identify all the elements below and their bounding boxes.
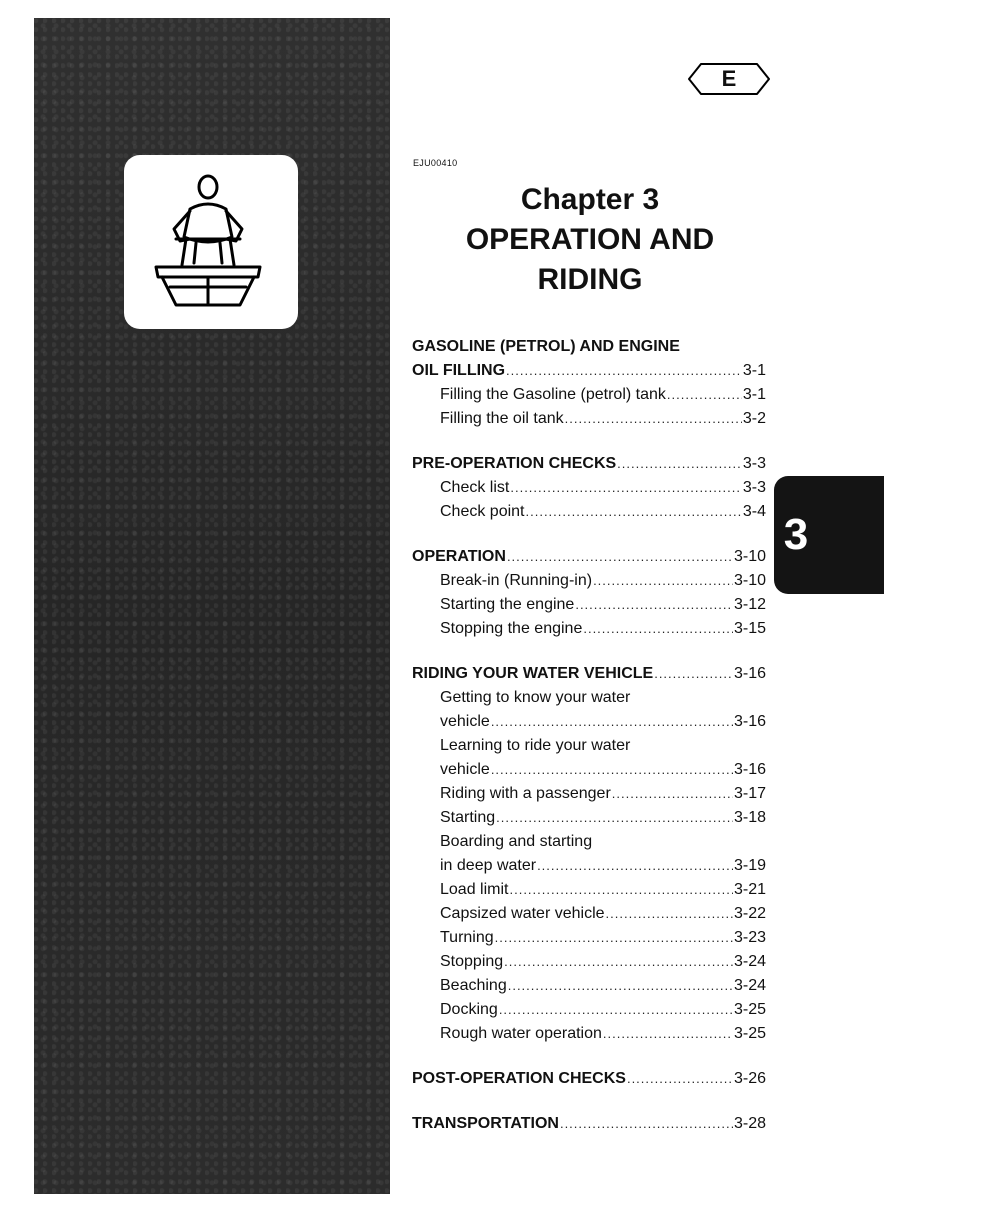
dot-leader [507,545,733,569]
toc-item[interactable] [412,878,766,902]
page-number: 3-25 [733,1001,766,1018]
toc-item-title: Rough water operation [440,1025,602,1042]
dot-leader [506,359,742,383]
toc-heading-row[interactable] [412,662,766,686]
page-number: 3-10 [733,548,766,565]
toc-item[interactable] [412,854,766,878]
chapter-title-line: Chapter 3 [520,183,660,216]
dot-leader [508,974,733,998]
dot-leader [603,1022,733,1046]
toc-item-title: Riding with a passenger [440,785,611,802]
page-number: 3-17 [733,785,766,802]
toc-item-title: Filling the Gasoline (petrol) tank [440,386,666,403]
toc-item-title: Check point [440,503,525,520]
toc-item-title: Boarding and starting [440,833,593,850]
chapter-tab [774,476,884,594]
toc-item[interactable] [412,806,766,830]
toc-heading: RIDING YOUR WATER VEHICLE [412,665,654,682]
dot-leader [612,782,733,806]
toc-item[interactable] [412,998,766,1022]
chapter-title-line: OPERATION AND [465,223,715,256]
page-number: 3-19 [733,857,766,874]
toc-section-gasoline [412,335,766,431]
toc-item-title: vehicle [440,761,490,778]
page-number: 3-22 [733,905,766,922]
toc-item[interactable] [412,476,766,500]
page-number: 3-3 [742,479,766,496]
page-number: 3-16 [733,665,766,682]
page-number: 3-16 [733,713,766,730]
toc-heading: TRANSPORTATION [412,1115,559,1132]
toc-item-title: Beaching [440,977,507,994]
toc-section-riding [412,662,766,1046]
dot-leader [560,1112,733,1136]
page-number: 3-4 [742,503,766,520]
toc-item-title: Break-in (Running-in) [440,572,593,589]
toc-item[interactable] [412,950,766,974]
page-number: 3-15 [733,620,766,637]
dot-leader [654,662,733,686]
toc-section-operation [412,545,766,641]
dot-leader [583,617,733,641]
toc-heading-row[interactable] [412,545,766,569]
page-number: 3-21 [733,881,766,898]
chapter-title [410,180,770,300]
page-number: 3-16 [733,761,766,778]
toc-item[interactable] [412,782,766,806]
toc-section-pre-operation [412,452,766,524]
toc-heading: PRE-OPERATION CHECKS [412,455,617,472]
page-number: 3-24 [733,953,766,970]
toc-heading-row[interactable] [412,452,766,476]
toc-heading-row[interactable] [412,1067,766,1091]
toc-item[interactable] [412,500,766,524]
toc-item-title: Getting to know your water [440,689,631,706]
toc-heading-row[interactable] [412,1112,766,1136]
dot-leader [499,998,733,1022]
dot-leader [537,854,733,878]
dot-leader [504,950,733,974]
page-number: 3-24 [733,977,766,994]
toc-item[interactable] [412,617,766,641]
toc-item[interactable] [412,974,766,998]
toc-item-title: vehicle [440,713,490,730]
language-badge [687,62,771,96]
toc-item-title: Starting [440,809,496,826]
page-number: 3-12 [733,596,766,613]
toc-heading: POST-OPERATION CHECKS [412,1070,626,1087]
page-number: 3-18 [733,809,766,826]
toc-item[interactable] [412,593,766,617]
toc-heading-row[interactable] [412,359,766,383]
chapter-icon-box [124,155,298,329]
document-code: EJU00410 [413,158,458,168]
toc-item-title: Capsized water vehicle [440,905,605,922]
toc-item[interactable] [412,569,766,593]
toc-item[interactable] [412,1022,766,1046]
toc-item-title: Check list [440,479,510,496]
dot-leader [496,806,733,830]
toc-item[interactable] [412,926,766,950]
dot-leader [575,593,733,617]
toc-heading: GASOLINE (PETROL) AND ENGINE [412,338,680,355]
table-of-contents [412,335,766,1157]
chapter-tab-number: 3 [783,510,809,559]
page-number: 3-23 [733,929,766,946]
toc-section-post-operation [412,1067,766,1091]
dot-leader [667,383,742,407]
page-number: 3-25 [733,1025,766,1042]
toc-item-title: Docking [440,1001,498,1018]
page-number: 3-1 [742,362,766,379]
page-number: 3-10 [733,572,766,589]
toc-item-title: Turning [440,929,494,946]
toc-item-title: Starting the engine [440,596,575,613]
dot-leader [617,452,742,476]
chapter-title-line: RIDING [537,263,643,296]
toc-heading: OIL FILLING [412,362,506,379]
toc-item-title: Learning to ride your water [440,737,631,754]
dot-leader [565,407,742,431]
page-number: 3-3 [742,455,766,472]
toc-item[interactable] [412,758,766,782]
toc-item-title: Filling the oil tank [440,410,564,427]
toc-item-title: Load limit [440,881,509,898]
dot-leader [491,710,733,734]
toc-item[interactable] [412,383,766,407]
dot-leader [495,926,733,950]
toc-item[interactable] [412,902,766,926]
language-letter: E [721,66,737,91]
dot-leader [509,878,732,902]
toc-section-transportation [412,1112,766,1136]
toc-item-title: Stopping [440,953,504,970]
dot-leader [510,476,742,500]
toc-item-title: in deep water [440,857,537,874]
toc-item[interactable] [412,710,766,734]
dot-leader [627,1067,733,1091]
page-number: 3-26 [733,1070,766,1087]
toc-heading: OPERATION [412,548,506,565]
toc-item[interactable] [412,407,766,431]
toc-item-title: Stopping the engine [440,620,583,637]
rider-on-water-vehicle-icon [146,167,276,317]
dot-leader [593,569,733,593]
dot-leader [606,902,733,926]
page-number: 3-2 [742,410,766,427]
page-number: 3-1 [742,386,766,403]
page-number: 3-28 [733,1115,766,1132]
dot-leader [526,500,742,524]
dot-leader [491,758,733,782]
